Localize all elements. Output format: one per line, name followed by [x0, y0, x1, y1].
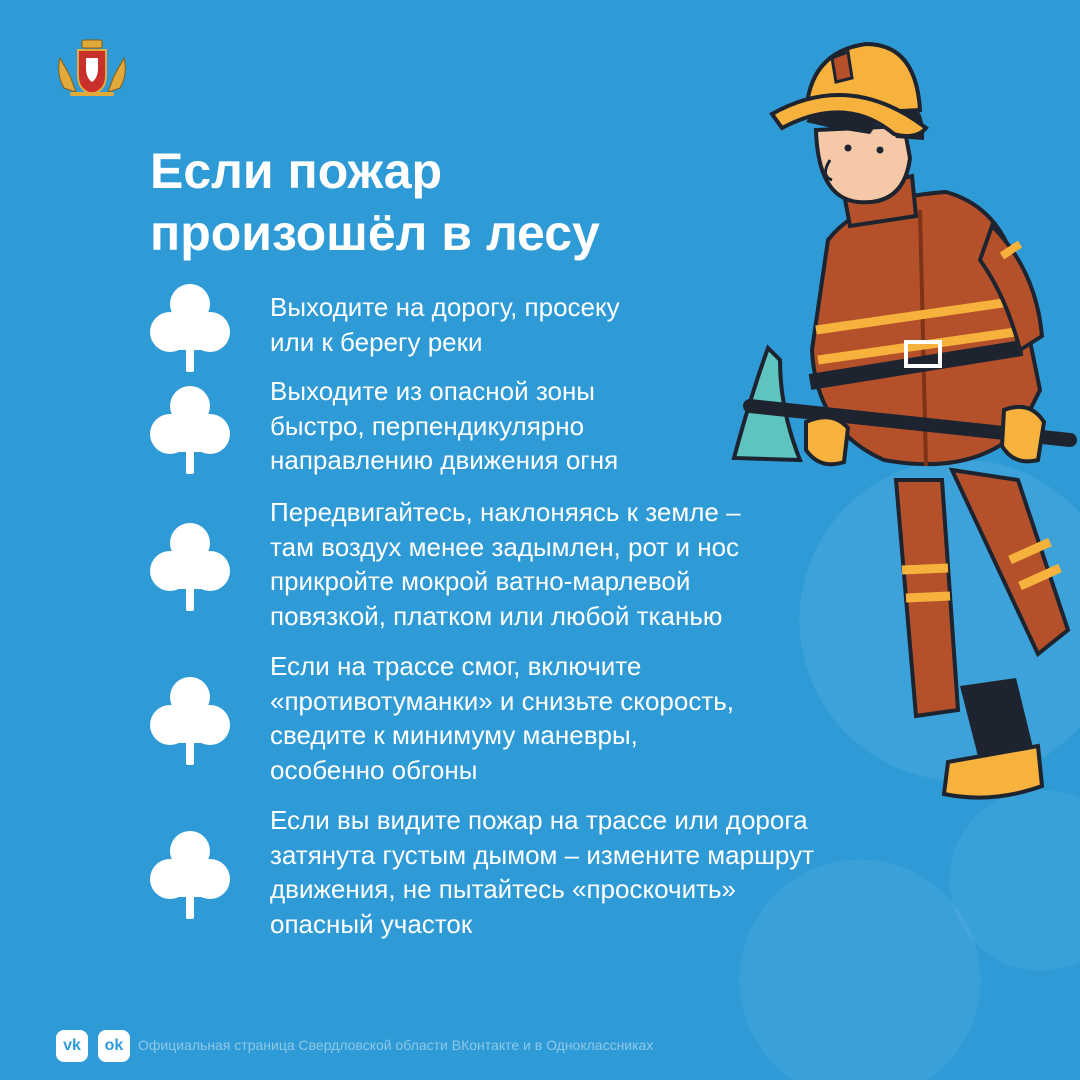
tip-text: Выходите на дорогу, просеку или к берегу реки — [270, 292, 620, 357]
firefighter-illustration — [720, 30, 1080, 820]
title-line-1: Если пожар — [150, 143, 443, 199]
vk-icon[interactable]: vk — [56, 1030, 88, 1062]
tree-icon — [148, 521, 232, 613]
tip-text: Если вы видите пожар на трассе или дорога затянута густым дымом – измените маршрут движения, не пытайтесь «проскочить» опасный участок — [270, 805, 815, 939]
coat-of-arms-icon — [54, 38, 130, 98]
firefighter-legs — [896, 470, 1068, 716]
odnoklassniki-icon[interactable]: ok — [98, 1030, 130, 1062]
tip-text: Если на трассе смог, включите «противотуманки» и снизьте скорость, сведите к минимуму маневры, особенно обгоны — [270, 651, 735, 785]
tree-icon — [148, 282, 232, 374]
title-line-2: произошёл в лесу — [150, 205, 600, 261]
tree-icon — [148, 384, 232, 476]
glove-left — [806, 417, 848, 464]
page-title — [150, 140, 770, 264]
footer-text: Официальная страница Свердловской области ВКонтакте и в Одноклассниках — [138, 1037, 654, 1053]
tip-text: Передвигайтесь, наклоняясь к земле – там воздух менее задымлен, рот и нос прикройте мокрой ватно-марлевой повязкой, платком или любой тканью — [270, 497, 741, 631]
tree-icon — [148, 829, 232, 921]
tip-text: Выходите из опасной зоны быстро, перпендикулярно направлению движения огня — [270, 376, 619, 475]
tree-icon — [148, 675, 232, 767]
glove-right — [1002, 407, 1044, 462]
